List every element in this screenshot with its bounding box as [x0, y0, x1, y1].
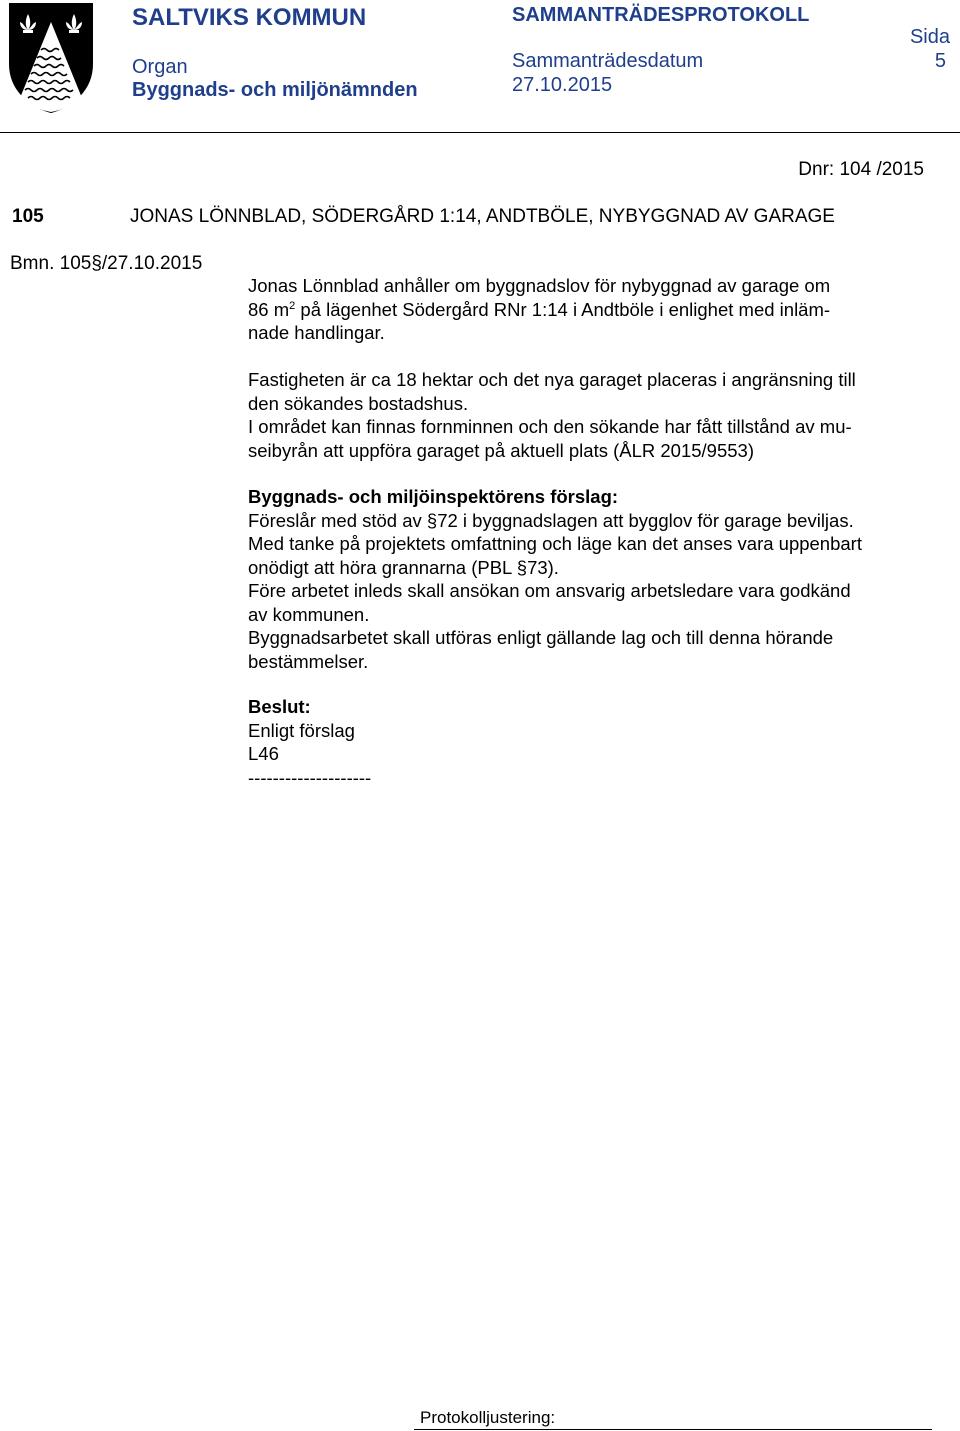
separator-line: -------------------- — [248, 766, 372, 788]
body-line: Föreslår med stöd av §72 i byggnadslagen att bygglov för garage beviljas. — [248, 509, 854, 531]
body-line: nade handlingar. — [248, 322, 385, 343]
meeting-date-value: 27.10.2015 — [512, 74, 613, 96]
municipality-name: SALTVIKS KOMMUN — [132, 4, 367, 31]
body-text: 86 m — [248, 298, 290, 320]
body-line: bestämmelser. — [248, 650, 369, 672]
organ-label: Organ — [132, 56, 188, 78]
body-line: Enligt förslag — [248, 719, 355, 741]
section-number: 105 — [12, 206, 44, 227]
decision-heading: Beslut: — [248, 696, 311, 717]
body-line: Fastigheten är ca 18 hektar och det nya garaget placeras i angränsning till — [248, 369, 856, 390]
body-line — [248, 298, 928, 322]
superscript: 2 — [289, 299, 296, 312]
proposal-block — [248, 485, 928, 673]
meeting-date-label: Sammanträdesdatum — [512, 50, 704, 72]
page-number: 5 — [934, 50, 946, 72]
protocol-check-label: Protokolljustering: — [420, 1408, 556, 1427]
body-line: I området kan finnas fornminnen och den sökande har fått tillstånd av mu- — [248, 416, 852, 437]
body-line: Byggnadsarbetet skall utföras enligt gällande lag och till denna hörande — [248, 627, 834, 648]
proposal-heading: Byggnads- och miljöinspektörens förslag: — [248, 486, 619, 507]
signature-line — [414, 1429, 932, 1430]
document-title: SAMMANTRÄDESPROTOKOLL — [512, 4, 810, 26]
body-line: L46 — [248, 743, 279, 764]
application-paragraph — [248, 274, 928, 345]
body-line: Jonas Lönnblad anhåller om byggnadslov för nybyggnad av garage om — [248, 275, 831, 296]
property-paragraph — [248, 368, 928, 462]
page-label: Sida — [909, 26, 950, 48]
body-line: Före arbetet inleds skall ansökan om ansvarig arbetsledare vara godkänd — [248, 580, 851, 601]
body-line: av kommunen. — [248, 603, 370, 625]
body-line: Med tanke på projektets omfattning och läge kan det anses vara uppenbart — [248, 533, 862, 554]
decision-block — [248, 695, 928, 789]
body-line: den sökandes bostadshus. — [248, 392, 469, 414]
coat-of-arms-icon — [8, 2, 94, 114]
section-reference: Bmn. 105§/27.10.2015 — [10, 253, 203, 274]
body-line: seibyrån att uppföra garaget på aktuell plats (ÅLR 2015/9553) — [248, 439, 754, 461]
organ-value: Byggnads- och miljönämnden — [132, 79, 418, 101]
diary-number: Dnr: 104 /2015 — [798, 159, 924, 180]
body-line: onödigt att höra grannarna (PBL §73). — [248, 556, 559, 578]
section-title: JONAS LÖNNBLAD, SÖDERGÅRD 1:14, ANDTBÖLE, NYBYGGNAD AV GARAGE — [130, 206, 835, 227]
body-text: på lägenhet Södergård RNr 1:14 i Andtböle i enlighet med inläm- — [295, 298, 831, 320]
header-divider — [0, 132, 960, 133]
